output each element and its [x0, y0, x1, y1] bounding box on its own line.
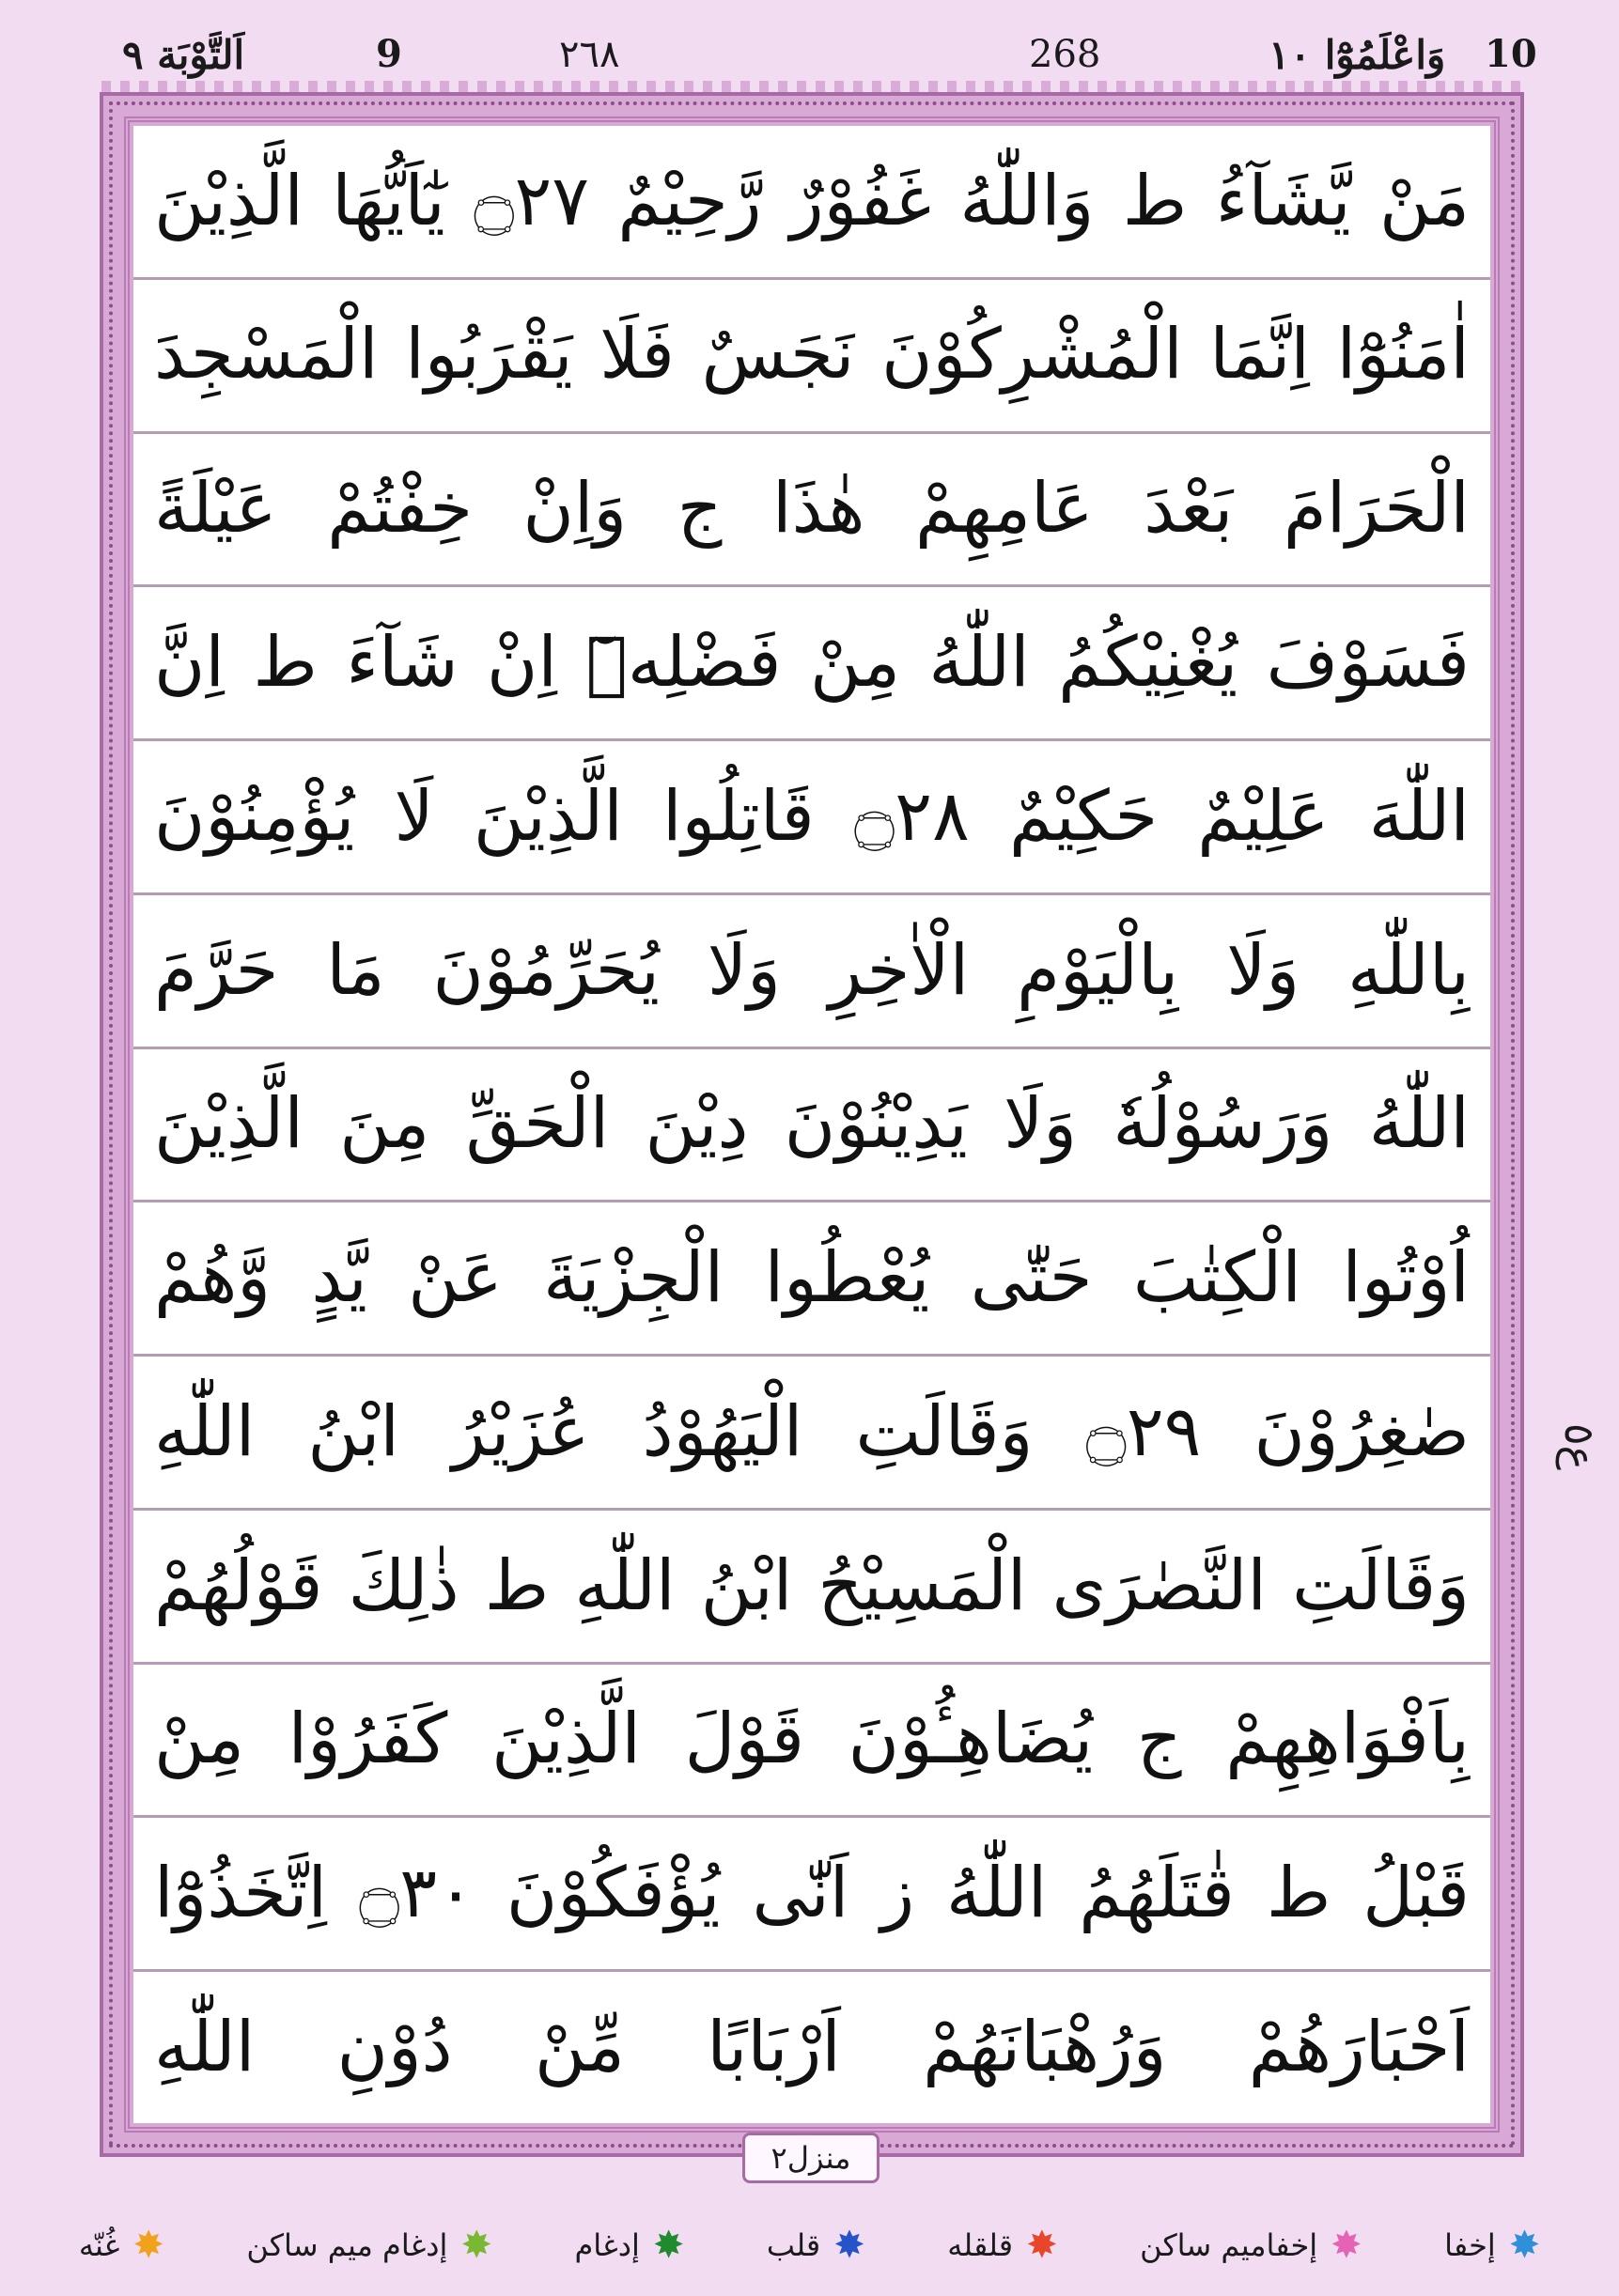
- text-line-11: [133, 1665, 1490, 1819]
- star-icon: ✸: [132, 2224, 164, 2267]
- verse-text: بِاَفْوَاهِهِمْ ج يُضَاهِـُٔوْنَ قَوْلَ الَّذِيْنَ كَفَرُوْا مِنْ: [154, 1699, 1470, 1780]
- legend-item-ikhfa-meem: [1140, 2224, 1362, 2267]
- verse-text: اَحْبَارَهُمْ وَرُهْبَانَهُمْ اَرْبَابًا مِّنْ دُوْنِ اللّٰهِ: [154, 2006, 1470, 2087]
- tajweed-legend: [0, 2208, 1619, 2283]
- legend-label: قلقله: [947, 2227, 1014, 2263]
- legend-item-ikhfa: [1444, 2224, 1541, 2267]
- legend-label: إدغام ميم ساكن: [246, 2227, 448, 2263]
- text-line-3: [133, 434, 1490, 588]
- legend-item-qalqala: [947, 2224, 1058, 2267]
- verse-text: صٰغِرُوْنَ ۝٢٩ وَقَالَتِ الْيَهُوْدُ عُزَيْرُ ابْنُ اللّٰهِ: [154, 1390, 1471, 1472]
- verse-text: اٰمَنُوْٓا اِنَّمَا الْمُشْرِكُوْنَ نَجَسٌ فَلَا يَقْرَبُوا الْمَسْجِدَ: [154, 314, 1470, 396]
- juz-name: وَاعْلَمُوْٓا ١٠: [1269, 32, 1446, 78]
- text-line-1: [133, 126, 1490, 280]
- legend-item-ghunna: [78, 2224, 164, 2267]
- star-icon: ✸: [460, 2224, 492, 2267]
- text-line-10: [133, 1511, 1490, 1665]
- verse-text: اللّٰهَ عَلِيْمٌ حَكِيْمٌ ۝٢٨ قَاتِلُوا الَّذِيْنَ لَا يُؤْمِنُوْنَ: [154, 775, 1470, 857]
- page-number-arabic: ٢٦٨: [559, 33, 620, 76]
- legend-label: إخفاميم ساكن: [1140, 2227, 1318, 2263]
- star-icon: ✸: [1331, 2224, 1362, 2267]
- verse-text: اللّٰهُ وَرَسُوْلُهٗ وَلَا يَدِيْنُوْنَ دِيْنَ الْحَقِّ مِنَ الَّذِيْنَ: [154, 1083, 1470, 1165]
- text-line-5: [133, 741, 1490, 895]
- verse-text: وَقَالَتِ النَّصٰرَى الْمَسِيْحُ ابْنُ اللّٰهِ ط ذٰلِكَ قَوْلُهُمْ: [154, 1544, 1470, 1626]
- text-line-6: [133, 895, 1490, 1049]
- verse-text: اُوْتُوا الْكِتٰبَ حَتّٰى يُعْطُوا الْجِزْيَةَ عَنْ يَّدٍ وَّهُمْ: [154, 1237, 1470, 1319]
- text-line-9: [133, 1357, 1490, 1511]
- star-icon: ✸: [1508, 2224, 1541, 2267]
- text-line-12: [133, 1818, 1490, 1972]
- star-icon: ✸: [1026, 2224, 1058, 2267]
- legend-item-idgham: [574, 2224, 685, 2267]
- page-frame: [101, 94, 1522, 2155]
- legend-item-qalb: [766, 2224, 865, 2267]
- verse-text: قَبْلُ ط قٰتَلَهُمُ اللّٰهُ ز اَنّٰى يُؤْفَكُوْنَ ۝٣٠ اِتَّخَذُوْٓا: [154, 1853, 1470, 1934]
- legend-label: إخفا: [1444, 2227, 1496, 2263]
- verse-text: فَسَوْفَ يُغْنِيْكُمُ اللّٰهُ مِنْ فَضْلِهٖٓ اِنْ شَآءَ ط اِنَّ: [154, 621, 1470, 703]
- star-icon: ✸: [652, 2224, 685, 2267]
- star-icon: ✸: [833, 2224, 865, 2267]
- legend-label: قلب: [766, 2227, 821, 2263]
- legend-label: إدغام: [574, 2227, 640, 2263]
- text-line-8: [133, 1202, 1490, 1357]
- verse-text: الْحَرَامَ بَعْدَ عَامِهِمْ هٰذَا ج وَاِنْ خِفْتُمْ عَيْلَةً: [154, 468, 1470, 550]
- text-line-2: [133, 280, 1490, 434]
- ruku-marker: ع٥: [1555, 1423, 1603, 1470]
- text-lines: [133, 126, 1490, 2123]
- juz-number: 10: [1485, 32, 1537, 76]
- legend-label: غُنّه: [78, 2227, 120, 2263]
- text-line-13: [133, 1972, 1490, 2123]
- manzil-label: منزل٢: [742, 2133, 880, 2183]
- verse-text: مَنْ يَّشَآءُ ط وَاللّٰهُ غَفُوْرٌ رَّحِيْمٌ ۝٢٧ يٰٓاَيُّهَا الَّذِيْنَ: [154, 160, 1470, 241]
- surah-number: 9: [376, 32, 402, 76]
- text-line-7: [133, 1049, 1490, 1203]
- legend-item-idgham-meem: [246, 2224, 492, 2267]
- page-number: 268: [1029, 33, 1101, 76]
- text-line-4: [133, 587, 1490, 741]
- surah-name: اَلتَّوْبَة ٩: [122, 32, 245, 78]
- verse-text: بِاللّٰهِ وَلَا بِالْيَوْمِ الْاٰخِرِ وَلَا يُحَرِّمُوْنَ مَا حَرَّمَ: [154, 929, 1470, 1011]
